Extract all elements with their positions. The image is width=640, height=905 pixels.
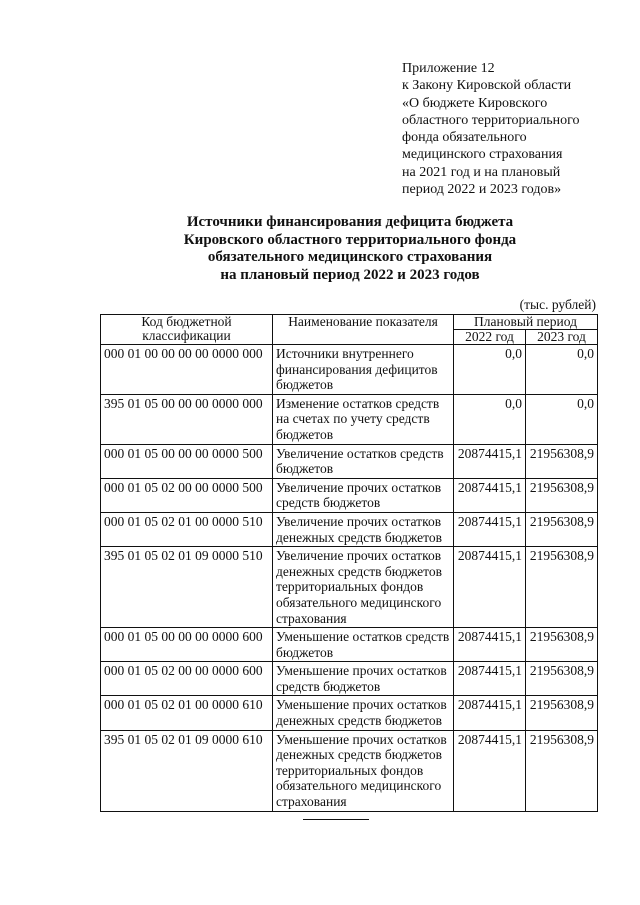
header-year-2022: 2022 год: [454, 330, 526, 345]
cell-2022: 20874415,1: [454, 512, 526, 546]
annex-line: «О бюджете Кировского: [402, 95, 548, 111]
cell-code: 000 01 05 00 00 00 0000 600: [101, 628, 273, 662]
annex-line: к Закону Кировской области: [402, 78, 572, 94]
annex-line: период 2022 и 2023 годов»: [402, 182, 562, 198]
table-row: [101, 478, 598, 512]
annex-line: фонда обязательного: [402, 130, 527, 146]
cell-name: Уменьшение прочих остатков средств бюджетов: [273, 662, 454, 696]
cell-name: Изменение остатков средств на счетах по учету средств бюджетов: [273, 394, 454, 444]
cell-name: Уменьшение прочих остатков денежных средств бюджетов территориальных фондов обязательного медицинского страхования: [273, 730, 454, 811]
cell-2023: 0,0: [526, 394, 598, 444]
title-line: Кировского областного территориального фонда: [183, 231, 517, 248]
annex-header: [402, 60, 634, 198]
cell-code: 000 01 05 00 00 00 0000 500: [101, 444, 273, 478]
header-name: Наименование показателя: [273, 315, 454, 345]
table-row: [101, 628, 598, 662]
closing-divider: [303, 819, 369, 820]
table-row: [101, 345, 598, 395]
cell-name: Увеличение прочих остатков денежных средств бюджетов территориальных фондов обязательного медицинского страхования: [273, 547, 454, 628]
cell-name: Уменьшение прочих остатков денежных средств бюджетов: [273, 696, 454, 730]
header-code: Код бюджетной классификации: [101, 315, 273, 345]
cell-2023: 21956308,9: [526, 444, 598, 478]
cell-2022: 20874415,1: [454, 547, 526, 628]
header-period: Плановый период: [454, 315, 598, 330]
cell-code: 000 01 05 02 01 00 0000 510: [101, 512, 273, 546]
table-row: [101, 730, 598, 811]
financing-sources-table: [100, 314, 598, 812]
annex-line: областного территориального: [402, 112, 580, 128]
cell-code: 395 01 05 02 01 09 0000 610: [101, 730, 273, 811]
cell-2023: 21956308,9: [526, 478, 598, 512]
cell-2023: 21956308,9: [526, 547, 598, 628]
cell-name: Увеличение прочих остатков денежных средств бюджетов: [273, 512, 454, 546]
table-row: [101, 512, 598, 546]
cell-code: 395 01 05 00 00 00 0000 000: [101, 394, 273, 444]
cell-name: Увеличение остатков средств бюджетов: [273, 444, 454, 478]
annex-line: Приложение 12: [402, 61, 495, 76]
cell-2023: 21956308,9: [526, 730, 598, 811]
cell-2022: 20874415,1: [454, 662, 526, 696]
title-line: обязательного медицинского страхования: [207, 249, 493, 265]
table-header-row: [101, 315, 598, 330]
annex-line: медицинского страхования: [402, 147, 563, 163]
cell-code: 000 01 00 00 00 00 0000 000: [101, 345, 273, 395]
table-row: [101, 547, 598, 628]
annex-line: на 2021 год и на плановый: [402, 164, 561, 180]
cell-name: Увеличение прочих остатков средств бюджетов: [273, 478, 454, 512]
table-row: [101, 444, 598, 478]
cell-code: 395 01 05 02 01 09 0000 510: [101, 547, 273, 628]
title-line: на плановый период 2022 и 2023 годов: [220, 266, 480, 283]
cell-2022: 20874415,1: [454, 444, 526, 478]
cell-2023: 21956308,9: [526, 512, 598, 546]
table-row: [101, 696, 598, 730]
header-year-2023: 2023 год: [526, 330, 598, 345]
units-label: (тыс. рублей): [519, 297, 596, 312]
title-line: Источники финансирования дефицита бюджета: [186, 214, 514, 230]
cell-2022: 0,0: [454, 394, 526, 444]
table-row: [101, 662, 598, 696]
cell-2023: 21956308,9: [526, 696, 598, 730]
cell-code: 000 01 05 02 00 00 0000 500: [101, 478, 273, 512]
cell-2022: 20874415,1: [454, 730, 526, 811]
cell-name: Уменьшение остатков средств бюджетов: [273, 628, 454, 662]
cell-2022: 20874415,1: [454, 696, 526, 730]
cell-2022: 20874415,1: [454, 478, 526, 512]
cell-2022: 20874415,1: [454, 628, 526, 662]
cell-code: 000 01 05 02 01 00 0000 610: [101, 696, 273, 730]
cell-2023: 21956308,9: [526, 628, 598, 662]
cell-name: Источники внутреннего финансирования дефицитов бюджетов: [273, 345, 454, 395]
cell-2023: 21956308,9: [526, 662, 598, 696]
document-title: [100, 214, 600, 284]
table-row: [101, 394, 598, 444]
cell-code: 000 01 05 02 00 00 0000 600: [101, 662, 273, 696]
cell-2022: 0,0: [454, 345, 526, 395]
cell-2023: 0,0: [526, 345, 598, 395]
